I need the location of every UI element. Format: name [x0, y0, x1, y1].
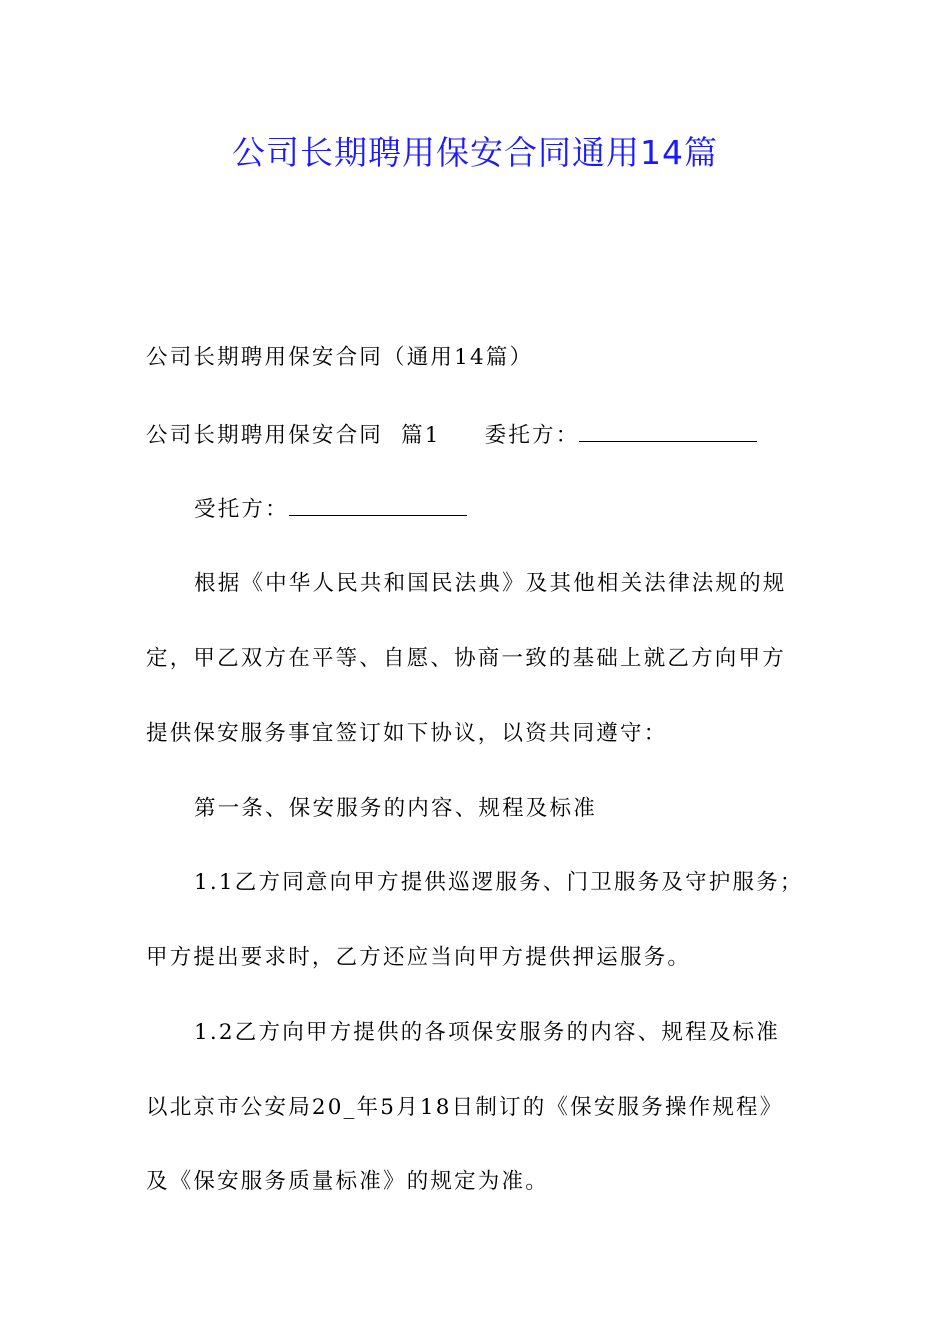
entrustee-line [194, 495, 864, 525]
section-heading: 公司长期聘用保安合同 篇1 [146, 423, 441, 448]
paragraph-line: 1.2乙方向甲方提供的各项保安服务的内容、规程及标准 [194, 1020, 780, 1045]
entrustee-blank [289, 497, 467, 516]
paragraph-line: 甲方提出要求时，乙方还应当向甲方提供押运服务。 [146, 945, 692, 970]
entrustor-blank [579, 423, 757, 442]
article-heading: 第一条、保安服务的内容、规程及标准 [194, 796, 597, 821]
document-subtitle: 公司长期聘用保安合同（通用14篇） [146, 345, 534, 370]
paragraph-line: 根据《中华人民共和国民法典》及其他相关法律法规的规 [194, 571, 787, 596]
paragraph-line: 及《保安服务质量标准》的规定为准。 [146, 1169, 549, 1194]
entrustee-label: 受托方： [194, 497, 289, 522]
paragraph-line: 以北京市公安局20_年5月18日制订的《保安服务操作规程》 [146, 1095, 784, 1120]
paragraph-line: 定，甲乙双方在平等、自愿、协商一致的基础上就乙方向甲方 [146, 646, 786, 671]
section-line-1 [146, 421, 816, 451]
document-title: 公司长期聘用保安合同通用14篇 [232, 133, 718, 172]
entrustor-label: 委托方： [484, 423, 580, 448]
paragraph-line: 提供保安服务事宜签订如下协议，以资共同遵守： [146, 721, 668, 746]
paragraph-line: 1.1乙方同意向甲方提供巡逻服务、门卫服务及守护服务； [194, 870, 804, 895]
